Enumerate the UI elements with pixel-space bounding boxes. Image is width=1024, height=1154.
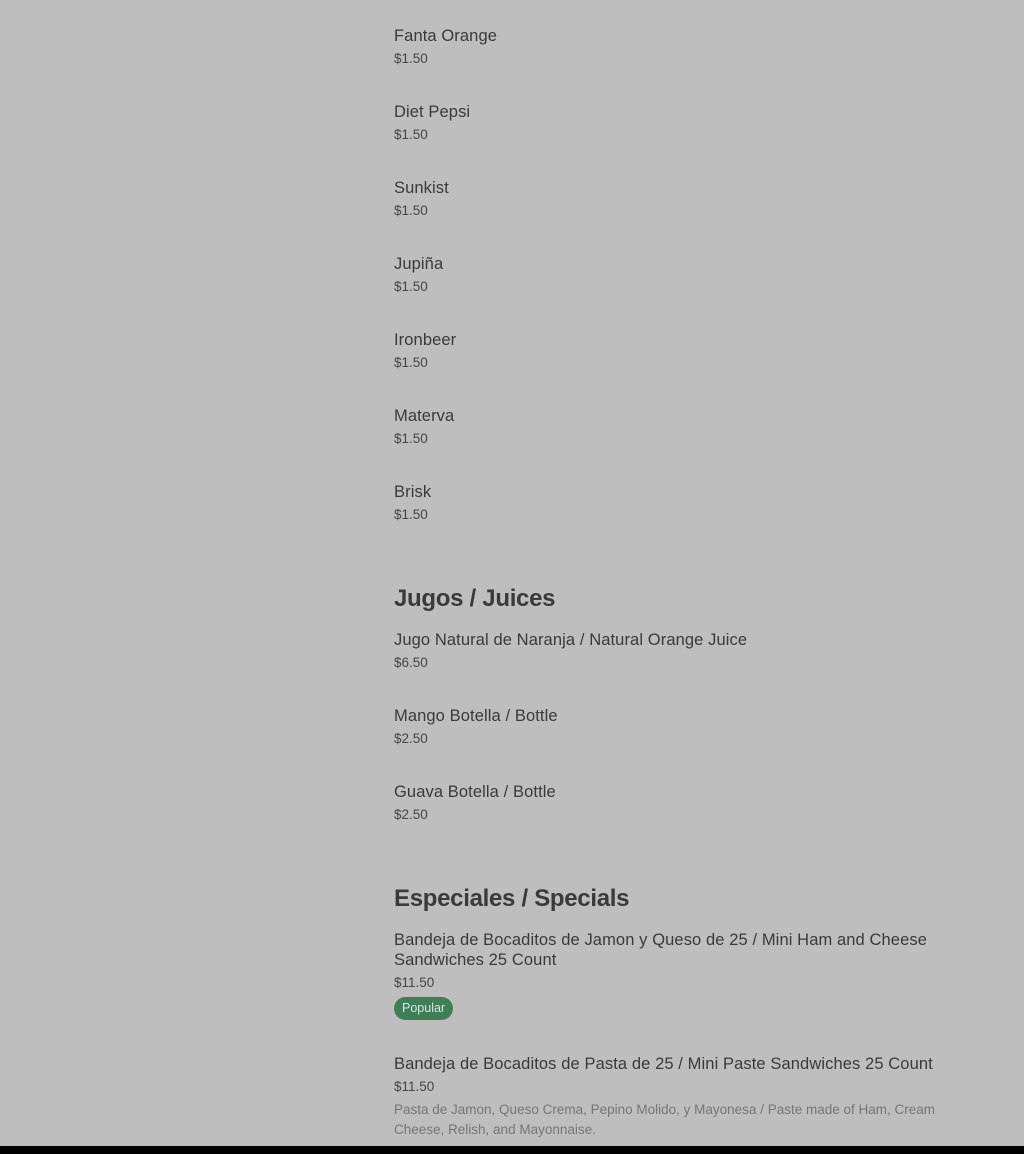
section-title-specials: Especiales / Specials bbox=[394, 885, 630, 912]
item-name: Mango Botella / Bottle bbox=[394, 707, 558, 725]
item-price: $1.50 bbox=[394, 127, 428, 142]
item-name: Diet Pepsi bbox=[394, 103, 471, 121]
item-name: Bandeja de Bocaditos de Pasta de 25 / Mini Paste Sandwiches 25 Count bbox=[394, 1055, 933, 1073]
item-name: Brisk bbox=[394, 483, 432, 501]
menu-item[interactable] bbox=[394, 1054, 974, 1140]
menu-item[interactable] bbox=[394, 930, 974, 1020]
item-name: Sunkist bbox=[394, 179, 449, 197]
menu-item[interactable] bbox=[394, 706, 974, 747]
item-price: $1.50 bbox=[394, 355, 428, 370]
item-price: $2.50 bbox=[394, 731, 428, 746]
item-name: Fanta Orange bbox=[394, 27, 498, 45]
menu-item[interactable] bbox=[394, 630, 974, 671]
bottom-edge-bar bbox=[0, 1146, 1024, 1154]
item-price: $11.50 bbox=[394, 1079, 435, 1094]
item-name: Jupiña bbox=[394, 255, 444, 273]
item-price: $11.50 bbox=[394, 975, 435, 990]
menu-item[interactable] bbox=[394, 782, 974, 823]
item-price: $1.50 bbox=[394, 203, 428, 218]
menu-item[interactable] bbox=[394, 26, 974, 67]
menu-item[interactable] bbox=[394, 254, 974, 295]
item-price: $1.50 bbox=[394, 279, 428, 294]
menu-item[interactable] bbox=[394, 406, 974, 447]
item-price: $1.50 bbox=[394, 51, 428, 66]
item-name: Ironbeer bbox=[394, 331, 457, 349]
item-name: Bandeja de Bocaditos de Jamon y Queso de 25 / Mini Ham and Cheese Sandwiches 25 Count bbox=[394, 931, 927, 969]
item-name: Materva bbox=[394, 407, 455, 425]
item-name: Jugo Natural de Naranja / Natural Orange Juice bbox=[394, 631, 748, 649]
item-description: Pasta de Jamon, Queso Crema, Pepino Molido, y Mayonesa / Paste made of Ham, Cream Cheese, Relish, and Mayonnaise. bbox=[394, 1102, 936, 1137]
section-title-juices: Jugos / Juices bbox=[394, 585, 556, 612]
popular-badge: Popular bbox=[394, 997, 453, 1020]
item-price: $1.50 bbox=[394, 507, 428, 522]
menu-item[interactable] bbox=[394, 330, 974, 371]
menu-item[interactable] bbox=[394, 482, 974, 523]
item-price: $6.50 bbox=[394, 655, 428, 670]
menu-item[interactable] bbox=[394, 178, 974, 219]
item-price: $1.50 bbox=[394, 431, 428, 446]
item-price: $2.50 bbox=[394, 807, 428, 822]
menu-item[interactable] bbox=[394, 102, 974, 143]
item-name: Guava Botella / Bottle bbox=[394, 783, 556, 801]
